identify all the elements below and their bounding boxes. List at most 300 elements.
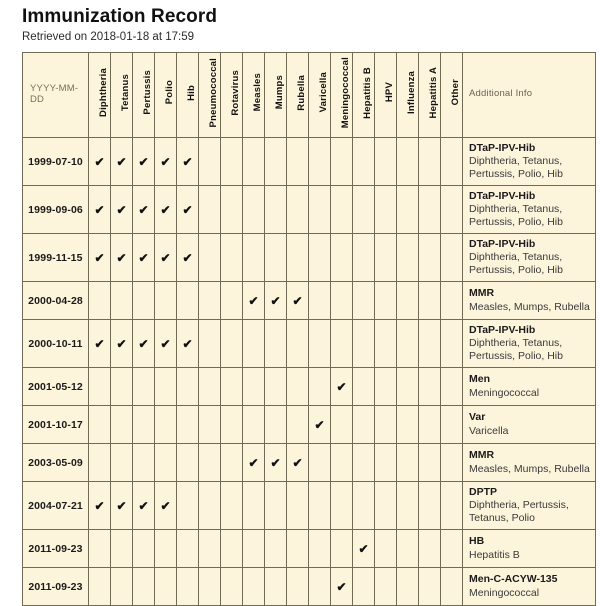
- cell-influenza: [397, 368, 419, 406]
- vaccine-components: Diphtheria, Tetanus, Pertussis, Polio, Hib: [469, 202, 563, 229]
- cell-mumps: [265, 138, 287, 186]
- cell-influenza: [397, 234, 419, 282]
- check-icon: ✔: [292, 293, 303, 308]
- additional-info-cell: [463, 482, 596, 530]
- cell-measles: [243, 186, 265, 234]
- cell-rubella: [287, 186, 309, 234]
- cell-hib: [177, 282, 199, 320]
- vaccine-product-name: MMR: [469, 449, 495, 462]
- cell-measles: [243, 406, 265, 444]
- cell-pertussis: [133, 234, 155, 282]
- cell-influenza: [397, 530, 419, 568]
- cell-rubella: [287, 406, 309, 444]
- cell-hib: [177, 320, 199, 368]
- check-icon: ✔: [248, 455, 259, 470]
- cell-diphtheria: [89, 444, 111, 482]
- table-row: [23, 282, 596, 320]
- check-icon: ✔: [182, 250, 193, 265]
- check-icon: ✔: [138, 154, 149, 169]
- cell-tetanus: [111, 482, 133, 530]
- cell-pneumococcal: [199, 406, 221, 444]
- immunization-date: 2000-10-11: [23, 320, 89, 368]
- cell-tetanus: [111, 320, 133, 368]
- cell-tetanus: [111, 530, 133, 568]
- column-header-label: Hepatitis A: [428, 66, 439, 119]
- cell-hepatitis-a: [419, 282, 441, 320]
- cell-diphtheria: [89, 368, 111, 406]
- check-icon: ✔: [182, 154, 193, 169]
- column-header-label: Polio: [164, 80, 175, 105]
- column-header-label: HPV: [384, 82, 395, 103]
- additional-info-cell: [463, 282, 596, 320]
- cell-diphtheria: [89, 282, 111, 320]
- vaccine-product-name: DTaP-IPV-Hib: [469, 189, 536, 202]
- cell-hepatitis-a: [419, 568, 441, 606]
- cell-hepatitis-b: [353, 530, 375, 568]
- cell-meningococcal: [331, 530, 353, 568]
- check-icon: ✔: [182, 336, 193, 351]
- check-icon: ✔: [292, 455, 303, 470]
- cell-diphtheria: [89, 320, 111, 368]
- cell-hepatitis-a: [419, 234, 441, 282]
- cell-diphtheria: [89, 530, 111, 568]
- additional-info-cell: [463, 234, 596, 282]
- cell-hepatitis-a: [419, 320, 441, 368]
- vaccine-components: Measles, Mumps, Rubella: [469, 300, 590, 313]
- column-header-label: Varicella: [318, 72, 329, 113]
- cell-rubella: [287, 282, 309, 320]
- cell-rotavirus: [221, 406, 243, 444]
- vaccine-components: Varicella: [469, 424, 509, 437]
- table-row: [23, 406, 596, 444]
- cell-pneumococcal: [199, 482, 221, 530]
- column-header-label: Hepatitis B: [362, 66, 373, 119]
- vaccine-product-name: DTaP-IPV-Hib: [469, 323, 536, 336]
- cell-varicella: [309, 234, 331, 282]
- vaccine-components: Diphtheria, Pertussis, Tetanus, Polio: [469, 498, 569, 525]
- cell-mumps: [265, 282, 287, 320]
- cell-influenza: [397, 482, 419, 530]
- cell-tetanus: [111, 368, 133, 406]
- check-icon: ✔: [314, 417, 325, 432]
- cell-other: [441, 138, 463, 186]
- cell-hpv: [375, 482, 397, 530]
- cell-hepatitis-b: [353, 368, 375, 406]
- cell-varicella: [309, 138, 331, 186]
- column-header-label: Pertussis: [142, 70, 153, 115]
- check-icon: ✔: [94, 336, 105, 351]
- immunization-date: 2004-07-21: [23, 482, 89, 530]
- cell-pneumococcal: [199, 138, 221, 186]
- cell-diphtheria: [89, 186, 111, 234]
- vaccine-components: Meningococcal: [469, 386, 540, 399]
- cell-influenza: [397, 406, 419, 444]
- vaccine-product-name: Var: [469, 411, 486, 424]
- cell-measles: [243, 320, 265, 368]
- cell-hpv: [375, 530, 397, 568]
- cell-hepatitis-a: [419, 444, 441, 482]
- cell-pertussis: [133, 368, 155, 406]
- table-row: [23, 368, 596, 406]
- cell-varicella: [309, 568, 331, 606]
- cell-polio: [155, 186, 177, 234]
- cell-hpv: [375, 320, 397, 368]
- cell-pertussis: [133, 320, 155, 368]
- table-row: [23, 568, 596, 606]
- cell-hepatitis-b: [353, 320, 375, 368]
- cell-other: [441, 368, 463, 406]
- cell-rubella: [287, 568, 309, 606]
- retrieved-timestamp: Retrieved on 2018-01-18 at 17:59: [22, 31, 194, 43]
- cell-diphtheria: [89, 234, 111, 282]
- cell-pertussis: [133, 530, 155, 568]
- cell-other: [441, 282, 463, 320]
- cell-hepatitis-b: [353, 444, 375, 482]
- column-header-diphtheria: [89, 53, 111, 138]
- check-icon: ✔: [358, 541, 369, 556]
- check-icon: ✔: [94, 154, 105, 169]
- cell-other: [441, 568, 463, 606]
- check-icon: ✔: [94, 498, 105, 513]
- cell-diphtheria: [89, 568, 111, 606]
- cell-tetanus: [111, 234, 133, 282]
- vaccine-product-name: DTaP-IPV-Hib: [469, 237, 536, 250]
- cell-mumps: [265, 368, 287, 406]
- immunization-date: 1999-11-15: [23, 234, 89, 282]
- cell-hib: [177, 530, 199, 568]
- column-header-label: Tetanus: [120, 73, 131, 112]
- cell-varicella: [309, 368, 331, 406]
- vaccine-product-name: DPTP: [469, 485, 498, 498]
- cell-mumps: [265, 482, 287, 530]
- additional-info-cell: [463, 568, 596, 606]
- cell-mumps: [265, 186, 287, 234]
- cell-hpv: [375, 234, 397, 282]
- cell-meningococcal: [331, 368, 353, 406]
- vaccine-components: Diphtheria, Tetanus, Pertussis, Polio, Hib: [469, 250, 563, 277]
- check-icon: ✔: [160, 498, 171, 513]
- cell-other: [441, 186, 463, 234]
- cell-rotavirus: [221, 568, 243, 606]
- table-header: [23, 53, 596, 138]
- cell-pneumococcal: [199, 320, 221, 368]
- additional-info-cell: [463, 138, 596, 186]
- cell-hib: [177, 234, 199, 282]
- cell-tetanus: [111, 186, 133, 234]
- cell-hib: [177, 368, 199, 406]
- cell-varicella: [309, 482, 331, 530]
- cell-mumps: [265, 406, 287, 444]
- check-icon: ✔: [138, 336, 149, 351]
- cell-mumps: [265, 320, 287, 368]
- check-icon: ✔: [160, 336, 171, 351]
- cell-rotavirus: [221, 530, 243, 568]
- cell-hib: [177, 186, 199, 234]
- immunization-date: 2001-10-17: [23, 406, 89, 444]
- additional-info-cell: [463, 444, 596, 482]
- column-header-date: [23, 53, 89, 138]
- cell-hepatitis-b: [353, 138, 375, 186]
- cell-polio: [155, 568, 177, 606]
- cell-tetanus: [111, 138, 133, 186]
- check-icon: ✔: [116, 202, 127, 217]
- additional-info-cell: [463, 320, 596, 368]
- cell-rotavirus: [221, 482, 243, 530]
- immunization-date: 2003-05-09: [23, 444, 89, 482]
- cell-other: [441, 482, 463, 530]
- cell-hpv: [375, 406, 397, 444]
- cell-other: [441, 444, 463, 482]
- cell-hepatitis-a: [419, 368, 441, 406]
- info-column-label: Additional Info: [469, 88, 533, 99]
- cell-hepatitis-a: [419, 138, 441, 186]
- vaccine-components: Hepatitis B: [469, 548, 520, 561]
- vaccine-components: Measles, Mumps, Rubella: [469, 462, 590, 475]
- page-title: Immunization Record: [22, 6, 218, 27]
- cell-rubella: [287, 444, 309, 482]
- additional-info-cell: [463, 530, 596, 568]
- cell-rubella: [287, 234, 309, 282]
- cell-pertussis: [133, 482, 155, 530]
- cell-mumps: [265, 444, 287, 482]
- column-header-label: Hib: [186, 84, 197, 101]
- vaccine-components: Diphtheria, Tetanus, Pertussis, Polio, Hib: [469, 154, 563, 181]
- cell-pertussis: [133, 406, 155, 444]
- table-row: [23, 138, 596, 186]
- cell-tetanus: [111, 568, 133, 606]
- check-icon: ✔: [116, 498, 127, 513]
- cell-other: [441, 406, 463, 444]
- cell-measles: [243, 444, 265, 482]
- cell-meningococcal: [331, 406, 353, 444]
- cell-hepatitis-b: [353, 406, 375, 444]
- cell-rubella: [287, 138, 309, 186]
- check-icon: ✔: [160, 250, 171, 265]
- check-icon: ✔: [116, 250, 127, 265]
- cell-tetanus: [111, 282, 133, 320]
- cell-hepatitis-a: [419, 406, 441, 444]
- column-header-label: Pneumococcal: [208, 57, 219, 128]
- cell-diphtheria: [89, 138, 111, 186]
- cell-hepatitis-b: [353, 186, 375, 234]
- cell-rubella: [287, 482, 309, 530]
- column-header-label: Diphtheria: [98, 68, 109, 117]
- cell-rotavirus: [221, 234, 243, 282]
- cell-hpv: [375, 444, 397, 482]
- table-row: [23, 234, 596, 282]
- cell-mumps: [265, 530, 287, 568]
- cell-pertussis: [133, 444, 155, 482]
- cell-pneumococcal: [199, 444, 221, 482]
- cell-pneumococcal: [199, 186, 221, 234]
- cell-varicella: [309, 320, 331, 368]
- table-row: [23, 320, 596, 368]
- check-icon: ✔: [336, 379, 347, 394]
- check-icon: ✔: [248, 293, 259, 308]
- cell-meningococcal: [331, 186, 353, 234]
- check-icon: ✔: [138, 250, 149, 265]
- cell-meningococcal: [331, 568, 353, 606]
- table-row: [23, 530, 596, 568]
- cell-pneumococcal: [199, 530, 221, 568]
- check-icon: ✔: [270, 455, 281, 470]
- table-row: [23, 482, 596, 530]
- cell-measles: [243, 282, 265, 320]
- cell-hib: [177, 482, 199, 530]
- vaccine-product-name: DTaP-IPV-Hib: [469, 141, 536, 154]
- column-header-label: Mumps: [274, 75, 285, 110]
- vaccine-components: Meningococcal: [469, 586, 540, 599]
- cell-diphtheria: [89, 482, 111, 530]
- cell-varicella: [309, 530, 331, 568]
- cell-pneumococcal: [199, 234, 221, 282]
- cell-measles: [243, 138, 265, 186]
- cell-polio: [155, 282, 177, 320]
- column-header-label: Meningococcal: [340, 56, 351, 129]
- cell-polio: [155, 234, 177, 282]
- cell-pneumococcal: [199, 368, 221, 406]
- immunization-date: 2001-05-12: [23, 368, 89, 406]
- cell-measles: [243, 482, 265, 530]
- column-header-additional-info: [463, 53, 596, 138]
- vaccine-components: Diphtheria, Tetanus, Pertussis, Polio, Hib: [469, 336, 563, 363]
- cell-rotavirus: [221, 186, 243, 234]
- cell-influenza: [397, 186, 419, 234]
- cell-varicella: [309, 406, 331, 444]
- immunization-date: 2000-04-28: [23, 282, 89, 320]
- cell-hepatitis-a: [419, 186, 441, 234]
- cell-meningococcal: [331, 444, 353, 482]
- date-column-label: YYYY-MM-DD: [30, 82, 79, 105]
- cell-hepatitis-b: [353, 282, 375, 320]
- cell-polio: [155, 444, 177, 482]
- cell-other: [441, 320, 463, 368]
- check-icon: ✔: [160, 154, 171, 169]
- cell-hib: [177, 568, 199, 606]
- cell-polio: [155, 530, 177, 568]
- cell-polio: [155, 320, 177, 368]
- cell-measles: [243, 568, 265, 606]
- cell-varicella: [309, 282, 331, 320]
- cell-hepatitis-b: [353, 568, 375, 606]
- table-row: [23, 186, 596, 234]
- check-icon: ✔: [138, 202, 149, 217]
- immunization-date: 1999-09-06: [23, 186, 89, 234]
- additional-info-cell: [463, 406, 596, 444]
- vaccine-product-name: Men: [469, 373, 490, 386]
- column-header-label: Influenza: [406, 71, 417, 114]
- check-icon: ✔: [116, 154, 127, 169]
- vaccine-product-name: HB: [469, 535, 485, 548]
- cell-meningococcal: [331, 482, 353, 530]
- immunization-date: 1999-07-10: [23, 138, 89, 186]
- cell-pertussis: [133, 186, 155, 234]
- column-header-label: Other: [450, 79, 461, 106]
- cell-rotavirus: [221, 368, 243, 406]
- cell-hpv: [375, 368, 397, 406]
- cell-tetanus: [111, 444, 133, 482]
- cell-polio: [155, 368, 177, 406]
- check-icon: ✔: [94, 202, 105, 217]
- cell-rotavirus: [221, 444, 243, 482]
- cell-influenza: [397, 138, 419, 186]
- cell-hpv: [375, 138, 397, 186]
- cell-rotavirus: [221, 282, 243, 320]
- cell-influenza: [397, 282, 419, 320]
- cell-meningococcal: [331, 138, 353, 186]
- check-icon: ✔: [94, 250, 105, 265]
- cell-measles: [243, 530, 265, 568]
- cell-mumps: [265, 568, 287, 606]
- column-header-label: Rotavirus: [230, 69, 241, 116]
- cell-rubella: [287, 320, 309, 368]
- cell-mumps: [265, 234, 287, 282]
- cell-polio: [155, 138, 177, 186]
- cell-rotavirus: [221, 320, 243, 368]
- cell-measles: [243, 368, 265, 406]
- cell-other: [441, 530, 463, 568]
- column-header-label: Measles: [252, 73, 263, 112]
- cell-influenza: [397, 320, 419, 368]
- cell-diphtheria: [89, 406, 111, 444]
- cell-pneumococcal: [199, 282, 221, 320]
- cell-varicella: [309, 444, 331, 482]
- check-icon: ✔: [138, 498, 149, 513]
- cell-pertussis: [133, 138, 155, 186]
- immunization-date: 2011-09-23: [23, 530, 89, 568]
- check-icon: ✔: [160, 202, 171, 217]
- cell-pertussis: [133, 282, 155, 320]
- cell-hib: [177, 444, 199, 482]
- cell-influenza: [397, 568, 419, 606]
- cell-polio: [155, 406, 177, 444]
- immunization-date: 2011-09-23: [23, 568, 89, 606]
- table-header-row: [23, 53, 596, 138]
- cell-hepatitis-b: [353, 234, 375, 282]
- cell-tetanus: [111, 406, 133, 444]
- cell-influenza: [397, 444, 419, 482]
- cell-pertussis: [133, 568, 155, 606]
- cell-meningococcal: [331, 320, 353, 368]
- cell-hpv: [375, 282, 397, 320]
- immunization-table: [22, 52, 596, 606]
- table-body: [23, 138, 596, 606]
- cell-hib: [177, 406, 199, 444]
- cell-measles: [243, 234, 265, 282]
- column-header-label: Rubella: [296, 74, 307, 111]
- check-icon: ✔: [116, 336, 127, 351]
- cell-meningococcal: [331, 234, 353, 282]
- vaccine-product-name: MMR: [469, 287, 495, 300]
- additional-info-cell: [463, 186, 596, 234]
- additional-info-cell: [463, 368, 596, 406]
- check-icon: ✔: [270, 293, 281, 308]
- cell-other: [441, 234, 463, 282]
- cell-rotavirus: [221, 138, 243, 186]
- cell-rubella: [287, 368, 309, 406]
- vaccine-product-name: Men-C-ACYW-135: [469, 573, 558, 586]
- table-row: [23, 444, 596, 482]
- check-icon: ✔: [182, 202, 193, 217]
- cell-rubella: [287, 530, 309, 568]
- cell-hepatitis-b: [353, 482, 375, 530]
- cell-varicella: [309, 186, 331, 234]
- cell-pneumococcal: [199, 568, 221, 606]
- cell-hepatitis-a: [419, 482, 441, 530]
- cell-hpv: [375, 186, 397, 234]
- cell-meningococcal: [331, 282, 353, 320]
- check-icon: ✔: [336, 579, 347, 594]
